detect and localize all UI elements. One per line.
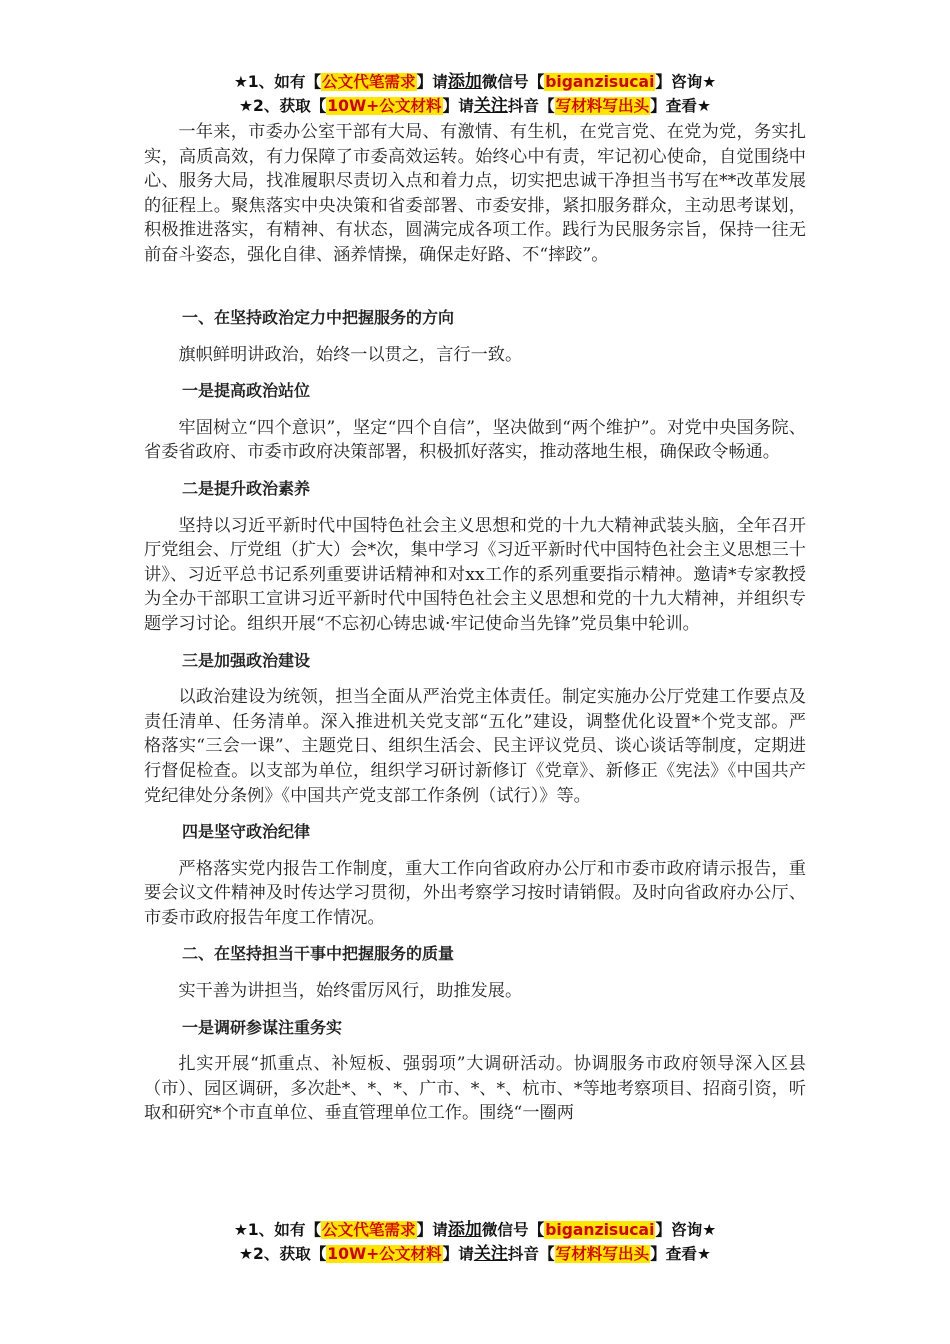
promo-banner-top-line2: ★2、获取【10W+公文材料】请关注抖音【写材料写出头】查看★ xyxy=(239,96,711,116)
paragraph: 严格落实党内报告工作制度，重大工作向省政府办公厅和市委市政府请示报告，重要会议文件精神及时传达学习贯彻，外出考察学习按时请销假。及时向省政府办公厅、市委市政府报告年度工作情况。 xyxy=(144,858,806,928)
highlight-douyin-account: 写材料写出头 xyxy=(555,1245,650,1263)
subheading: 一是调研参谋注重务实 xyxy=(182,1017,343,1037)
paragraph: 扎实开展“抓重点、补短板、强弱项”大调研活动。协调服务市政府领导深入区县（市）、园区调研，多次赴*、*、*、广市、*、*、杭市、*等地考察项目、招商引资，听取和研究*个市直单位、垂直管理单位工作。围绕“一圈两 xyxy=(144,1054,806,1124)
highlight-materials: 10W+公文材料 xyxy=(327,97,442,115)
document-body xyxy=(144,120,806,1126)
highlight-service: 公文代笔需求 xyxy=(322,73,416,91)
paragraph: 牢固树立“四个意识”，坚定“四个自信”，坚决做到“两个维护”。对党中央国务院、省委省政府、市委市政府决策部署，积极抓好落实，推动落地生根，确保政令畅通。 xyxy=(144,417,806,463)
promo-banner-bottom-line2: ★2、获取【10W+公文材料】请关注抖音【写材料写出头】查看★ xyxy=(239,1244,711,1264)
paragraph: 以政治建设为统领，担当全面从严治党主体责任。制定实施办公厅党建工作要点及责任清单、任务清单。深入推进机关党支部“五化”建设，调整优化设置*个党支部。严格落实“三会一课”、主题党日、组织生活会、民主评议党员、谈心谈话等制度，定期进行督促检查。以支部为单位，组织学习研讨新修订《党章》、新修正《宪法》《中国共产党纪律处分条例》《中国共产党支部工作条例（试行）》等。 xyxy=(144,687,806,806)
intro-paragraph: 一年来，市委办公室干部有大局、有激情、有生机，在党言党、在党为党，务实扎实，高质高效，有力保障了市委高效运转。始终心中有责，牢记初心使命，自觉围绕中心、服务大局，找准履职尽责切入点和着力点，切实把忠诚干净担当书写在**改革发展的征程上。聚焦落实中央决策和省委部署、市委安排，紧扣服务群众，主动思考谋划，积极推进落实，有精神、有状态，圆满完成各项工作。践行为民服务宗旨，保持一往无前奋斗姿态，强化自律、涵养情操，确保走好路、不“摔跤”。 xyxy=(144,122,806,265)
section-heading-2: 二、在坚持担当干事中把握服务的质量 xyxy=(182,944,455,964)
highlight-douyin-account: 写材料写出头 xyxy=(555,97,650,115)
highlight-wechat-id: biganzisucai xyxy=(545,1221,655,1239)
subheading: 一是提高政治站位 xyxy=(182,381,311,401)
subheading: 三是加强政治建设 xyxy=(182,650,311,670)
paragraph: 实干善为讲担当，始终雷厉风行，助推发展。 xyxy=(178,981,523,1002)
paragraph: 旗帜鲜明讲政治，始终一以贯之，言行一致。 xyxy=(178,344,523,365)
highlight-service: 公文代笔需求 xyxy=(322,1221,416,1239)
highlight-wechat-id: biganzisucai xyxy=(545,73,655,91)
paragraph: 坚持以习近平新时代中国特色社会主义思想和党的十九大精神武装头脑，全年召开厅党组会、厅党组（扩大）会*次，集中学习《习近平新时代中国特色社会主义思想三十讲》、习近平总书记系列重要讲话精神和对xx工作的系列重要指示精神。邀请*专家教授为全办干部职工宣讲习近平新时代中国特色社会主义思想和党的十九大精神，并组织专题学习讨论。组织开展“不忘初心铸忠诚·牢记使命当先锋”党员集中轮训。 xyxy=(144,515,806,634)
subheading: 四是坚守政治纪律 xyxy=(182,822,311,842)
subheading: 二是提升政治素养 xyxy=(182,478,311,498)
promo-banner-top-line1: ★1、如有【公文代笔需求】请添加微信号【biganzisucai】咨询★ xyxy=(233,72,717,92)
section-heading-1: 一、在坚持政治定力中把握服务的方向 xyxy=(182,308,455,327)
highlight-materials: 10W+公文材料 xyxy=(327,1245,442,1263)
promo-banner-bottom-line1: ★1、如有【公文代笔需求】请添加微信号【biganzisucai】咨询★ xyxy=(233,1220,717,1240)
